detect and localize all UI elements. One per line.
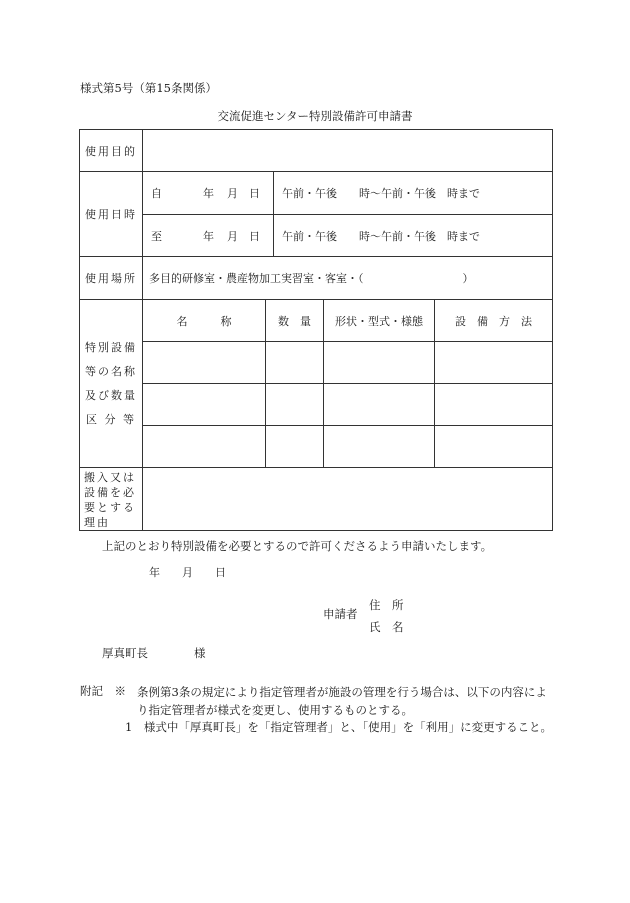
- note-lead: 附記 ※: [80, 684, 126, 698]
- reason-field[interactable]: [143, 468, 553, 531]
- applicant-name-label: 氏 名: [369, 620, 404, 634]
- equipment-method-cell[interactable]: [435, 384, 553, 426]
- equipment-name-cell[interactable]: [143, 342, 266, 384]
- purpose-row: [80, 130, 553, 172]
- date-to-row: [80, 215, 553, 257]
- equipment-quantity-cell[interactable]: [266, 384, 324, 426]
- to-year: 年: [203, 229, 214, 243]
- form-number: 様式第5号（第15条関係）: [80, 81, 217, 95]
- equipment-name-cell[interactable]: [143, 384, 266, 426]
- note-item: 1 様式中「厚真町長」を「指定管理者」と、「使用」を「利用」に変更すること。: [125, 720, 553, 734]
- note-text: 条例第3条の規定により指定管理者が施設の管理を行う場合は、以下の内容により指定管理者が様式を変更し、使用するものとする。: [137, 685, 547, 717]
- equipment-entry-row: [80, 342, 553, 384]
- date-to-field[interactable]: [143, 215, 553, 257]
- from-time: 午前・午後 時～午前・午後 時まで: [282, 187, 480, 200]
- equipment-entry-row: [80, 384, 553, 426]
- reason-label: 搬入又は 設備を必 要とする 理由: [80, 468, 143, 531]
- equipment-method-cell[interactable]: [435, 342, 553, 384]
- reason-row: [80, 468, 553, 531]
- equipment-quantity-cell[interactable]: [266, 342, 324, 384]
- recipient: 厚真町長 様: [102, 646, 206, 660]
- equipment-label: 特別設備 等の名称 及び数量 区 分 等: [80, 300, 143, 468]
- equipment-entry-row: [80, 426, 553, 468]
- application-form-table: [79, 129, 553, 531]
- from-year: 年: [203, 187, 214, 200]
- applicant-label: 申請者: [323, 607, 358, 621]
- to-month: 月: [227, 229, 238, 243]
- to-prefix: 至: [151, 229, 162, 243]
- column-name: 名 称: [143, 300, 266, 342]
- column-type: 形状・型式・様態: [324, 300, 435, 342]
- from-day: 日: [249, 187, 260, 200]
- from-prefix: 自: [151, 187, 162, 200]
- document-title: 交流促進センター特別設備許可申請書: [217, 109, 413, 123]
- declaration-text: 上記のとおり特別設備を必要とするので許可くださるよう申請いたします。: [102, 539, 493, 553]
- purpose-label: 使用目的: [80, 130, 143, 172]
- from-month: 月: [227, 187, 238, 200]
- date-label: 使用日時: [80, 172, 143, 257]
- equipment-name-cell[interactable]: [143, 426, 266, 468]
- column-quantity: 数 量: [266, 300, 324, 342]
- place-row: [80, 257, 553, 300]
- place-label: 使用場所: [80, 257, 143, 300]
- equipment-method-cell[interactable]: [435, 426, 553, 468]
- application-date[interactable]: 年 月 日: [149, 566, 226, 579]
- purpose-field[interactable]: [143, 130, 553, 172]
- equipment-header-row: [80, 300, 553, 342]
- date-from-row: [80, 172, 553, 215]
- equipment-quantity-cell[interactable]: [266, 426, 324, 468]
- to-day: 日: [249, 229, 260, 243]
- to-time: 午前・午後 時～午前・午後 時まで: [282, 229, 480, 243]
- equipment-type-cell[interactable]: [324, 426, 435, 468]
- column-method: 設 備 方 法: [435, 300, 553, 342]
- equipment-type-cell[interactable]: [324, 342, 435, 384]
- equipment-type-cell[interactable]: [324, 384, 435, 426]
- applicant-address-label: 住 所: [369, 598, 404, 612]
- date-from-field[interactable]: [143, 172, 553, 215]
- place-field[interactable]: 多目的研修室・農産物加工実習室・客室・（ ）: [143, 257, 553, 300]
